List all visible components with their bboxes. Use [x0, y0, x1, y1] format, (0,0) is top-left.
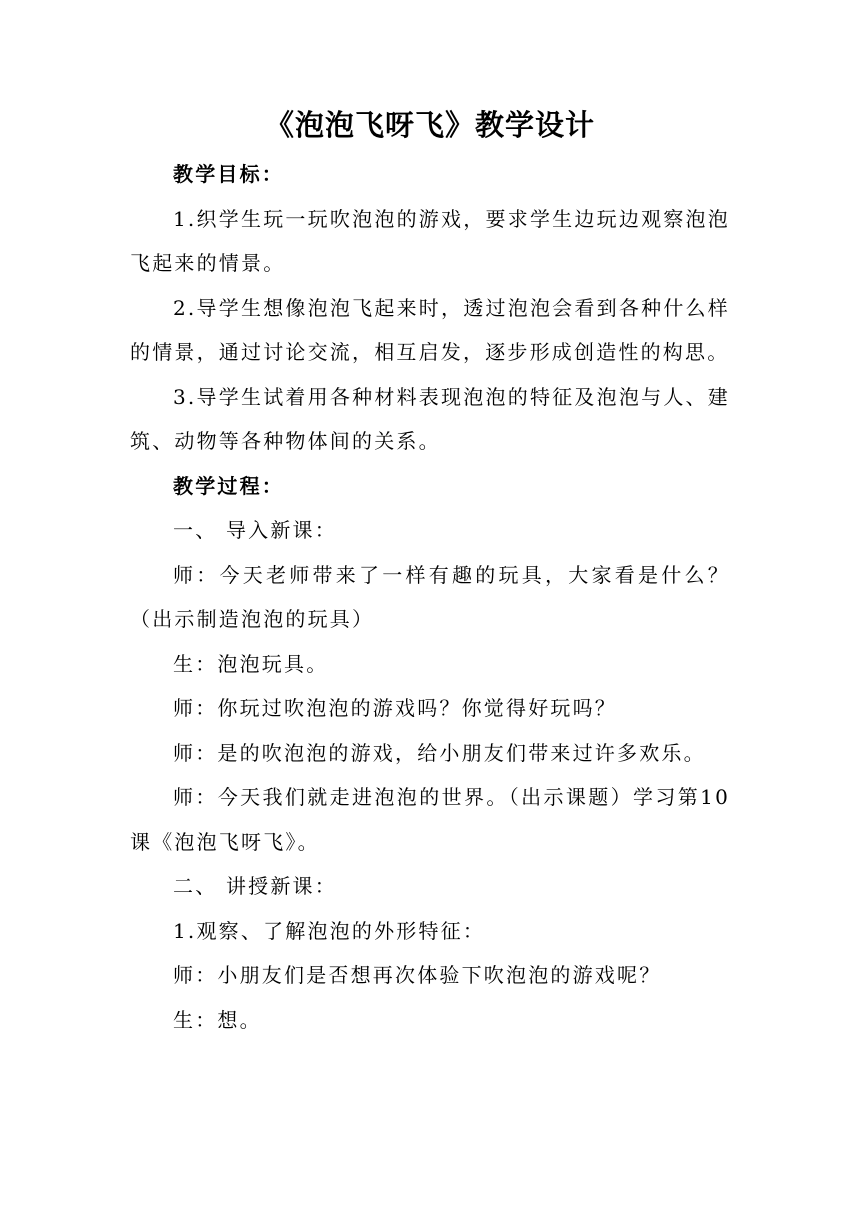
paragraph: 1.观察、了解泡泡的外形特征：: [173, 918, 486, 943]
paragraph: 一、 导入新课：: [173, 518, 337, 542]
paragraph: 生：想。: [173, 1007, 262, 1032]
section-heading-process: 教学过程：: [173, 473, 284, 498]
document-body: [130, 152, 730, 1042]
paragraph: 师：你玩过吹泡泡的游戏吗？你觉得好玩吗？: [173, 696, 617, 720]
paragraph: 师：小朋友们是否想再次体验下吹泡泡的游戏呢？: [173, 963, 662, 987]
paragraph: 2.导学生想像泡泡飞起来时，透过泡泡会看到各种什么样的情景，通过讨论交流，相互启发，逐步形成创造性的构思。: [130, 295, 730, 364]
paragraph: 生：泡泡玩具。: [173, 651, 329, 676]
paragraph: 3.导学生试着用各种材料表现泡泡的特征及泡泡与人、建筑、动物等各种物体间的关系。: [130, 384, 730, 453]
paragraph: 师：今天我们就走进泡泡的世界。（出示课题）学习第10课《泡泡飞呀飞》。: [130, 785, 730, 854]
document-title: 《泡泡飞呀飞》教学设计: [264, 108, 595, 142]
paragraph: 师：今天老师带来了一样有趣的玩具，大家看是什么？（出示制造泡泡的玩具）: [130, 562, 730, 631]
section-heading-goals: 教学目标：: [173, 162, 284, 186]
paragraph: 1.织学生玩一玩吹泡泡的游戏，要求学生边玩边观察泡泡飞起来的情景。: [130, 206, 730, 275]
paragraph: 师：是的吹泡泡的游戏，给小朋友们带来过许多欢乐。: [173, 740, 706, 765]
paragraph: 二、 讲授新课：: [173, 874, 337, 898]
